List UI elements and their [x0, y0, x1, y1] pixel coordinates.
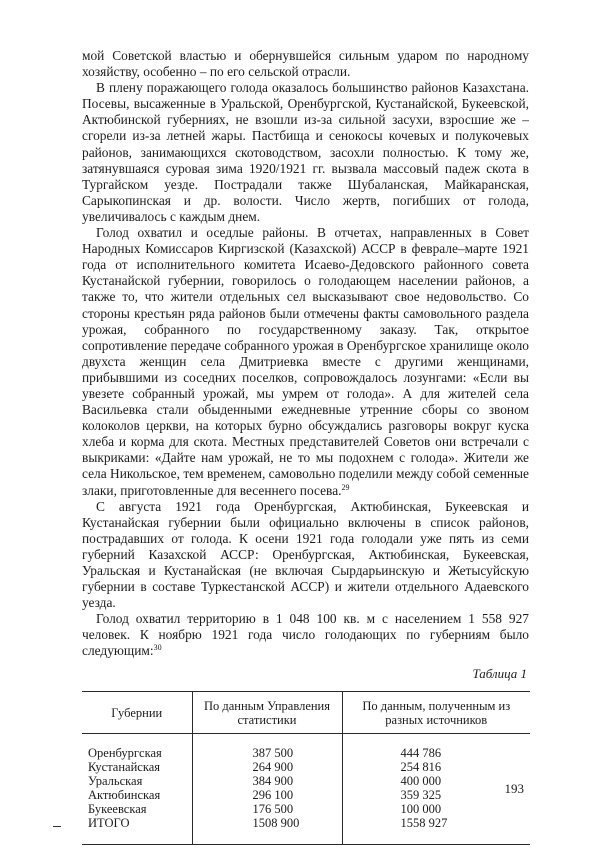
cell-stat-value: 296 100 [192, 788, 342, 802]
page-number: 193 [504, 781, 524, 796]
paragraph-1: мой Советской властью и обернувшейся сильным ударом по народному хозяйству, особенно – по его сельской отрасли. [82, 48, 529, 80]
table-row [82, 802, 530, 816]
paragraph-3 [82, 225, 529, 499]
table-total-row [82, 816, 530, 845]
cell-region: Уральская [82, 774, 192, 788]
cell-stat-value: 384 900 [192, 774, 342, 788]
cell-region: Кустанайская [82, 760, 192, 774]
cell-region: Букеевская [82, 802, 192, 816]
table-row [82, 774, 530, 788]
table-caption: Таблица 1 [472, 665, 527, 681]
cell-source-value: 444 786 [400, 745, 442, 760]
header-other-sources: По данным, полученным из разных источников [342, 691, 530, 733]
cell-region: Оренбургская [82, 733, 192, 760]
paragraph-2: В плену поражающего голода оказалось большинство районов Казахстана. Посевы, высаженные в Уральской, Оренбургской, Кустанайской, Букеевской, Актюбинской губерниях, не взошли из-за сильной засухи, взросшие же – сгорели из-за летней жары. Пастбища и сенокосы кочевых и полукочевых районов, занимающихся скотоводством, засохли полностью. К тому же, затянувшаяся суровая зима 1920/1921 гг. вызвала массовый падеж скота в Тургайском уезде. Пострадали также Шубаланская, Майкаранская, Сарыкопинская и др. волости. Число жертв, погибших от голода, увеличивалось с каждым днем. [82, 80, 529, 224]
paragraph-3-text: Голод охватил и оседлые районы. В отчетах, направленных в Совет Народных Комиссаров Киргизской (Казахской) АССР в феврале–марте 1921 года от исполнительного комитета Исаево-Дедовского районного совета Кустанайской губернии, говорилось о голодающем населении районов, а также то, что жители отдельных сел высказывают свое недовольство. Со стороны крестьян ряда районов были отмечены факты самовольного раздела урожая, собранного по государственному заказу. Так, открытое сопротивление передаче собранного урожая в Оренбургское хранилище около двухста женщин села Дмитриевка вместе с другими женщинами, прибывшими из соседних поселков, сопровождалось лозунгами: «Если вы увезете собранный урожай, мы умрем от голода». А для жителей села Васильевка стали обыденными ежедневные утренние сборы со звоном колоколов церкви, на которых бурно обсуждались разговоры вокруг куска хлеба и корма для скота. Местных представителей Советов они встречали с выкриками: «Дайте нам урожай, не то мы подохнем с голода». Жители же села Никольское, тем временем, самовольно поделили между собой семенные злаки, приготовленные для весеннего посева. [82, 225, 529, 498]
cell-total-label: ИТОГО [82, 816, 192, 845]
table-row [82, 760, 530, 774]
cell-region: Актюбинская [82, 788, 192, 802]
paragraph-5-text: Голод охватил территорию в 1 048 100 кв. м с населением 1 558 927 человек. К ноябрю 1921 года число голодающих по губерниям было следующим: [82, 611, 529, 659]
cell-source-value: 100 000 [400, 801, 442, 816]
cell-total-source: 1558 927 [400, 815, 448, 830]
famine-table [82, 691, 530, 845]
footnote-ref-30: 30 [153, 643, 162, 653]
page-body [82, 48, 529, 845]
cell-stat-value: 176 500 [192, 802, 342, 816]
paragraph-4: С августа 1921 года Оренбургская, Актюбинская, Букеевская и Кустанайская губернии были официально включены в список районов, пострадавших от голода. К осени 1921 года голодали уже пять из семи губерний Казахской АССР: Оренбургская, Актюбинская, Букеевская, Уральская и Кустанайская (не включая Сырдарьинскую и Жетысуйскую губернии в составе Туркестанской АССР) и жители отдельного Адаевского уезда. [82, 498, 529, 611]
table-row [82, 788, 530, 802]
table-row [82, 733, 530, 760]
cell-stat-value: 264 900 [192, 760, 342, 774]
cell-source-value: 359 325 [400, 787, 442, 802]
cell-source-value: 400 000 [400, 773, 442, 788]
cell-source-value: 254 816 [400, 759, 442, 774]
header-statistics-office: По данным Управления статистики [192, 691, 342, 733]
cell-total-stat: 1508 900 [192, 816, 342, 845]
table-header-row [82, 691, 530, 733]
cell-stat-value: 387 500 [192, 733, 342, 760]
footnote-ref-29: 29 [341, 482, 350, 492]
scan-mark [53, 826, 61, 827]
paragraph-5 [82, 611, 529, 659]
header-gubernii: Губернии [82, 691, 192, 733]
